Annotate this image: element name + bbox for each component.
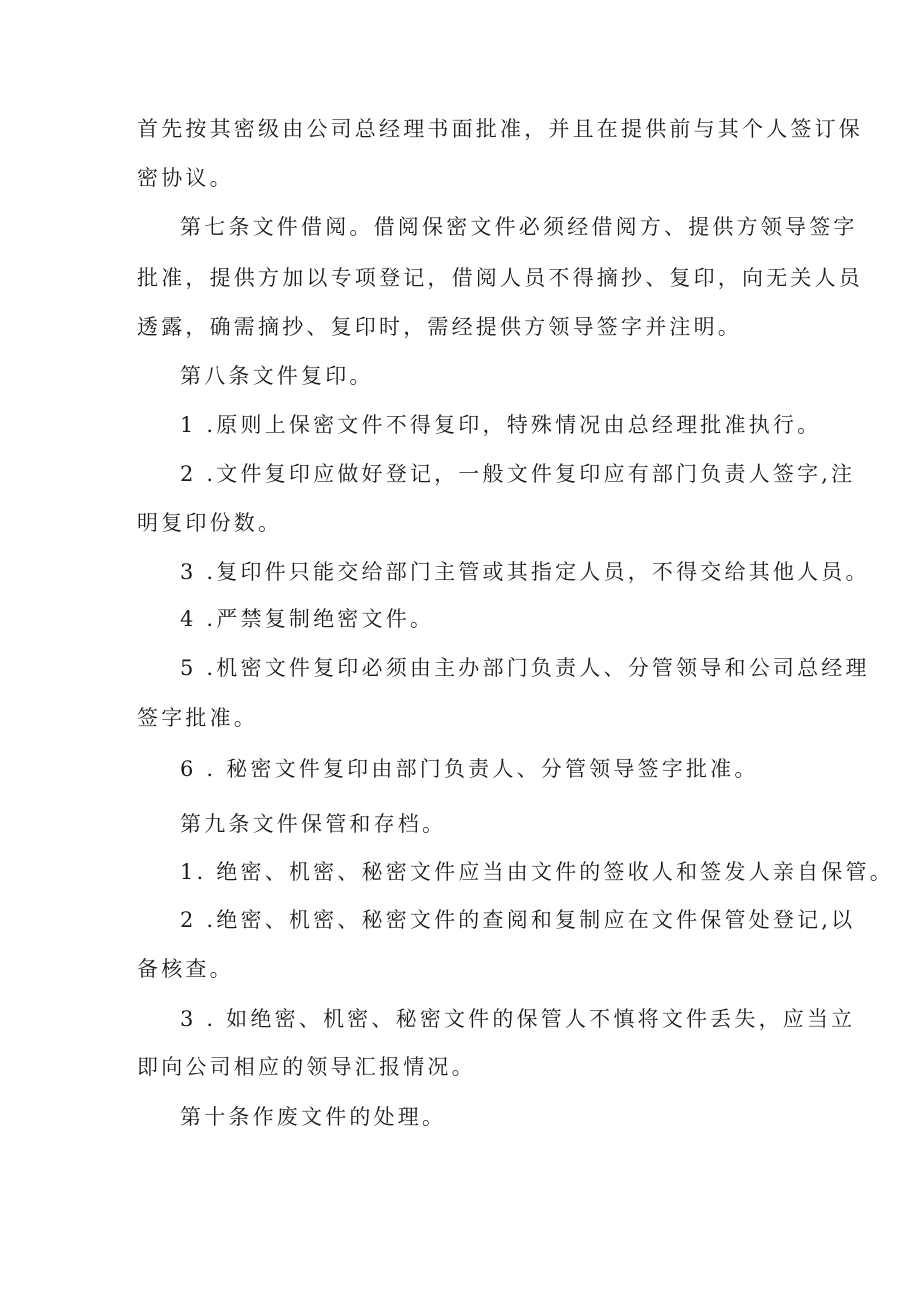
paragraph-line: 密协议。 xyxy=(137,166,234,190)
article-7-line: 第七条文件借阅。借阅保密文件必须经借阅方、提供方领导签字 xyxy=(180,215,858,239)
paragraph-line: 备核查。 xyxy=(137,957,234,981)
list-item: 5 .机密文件复印必须由主办部门负责人、分管领导和公司总经理 xyxy=(180,656,870,680)
paragraph-line: 首先按其密级由公司总经理书面批准，并且在提供前与其个人签订保 xyxy=(137,117,863,141)
list-item: 2 .绝密、机密、秘密文件的查阅和复制应在文件保管处登记,以 xyxy=(180,908,856,932)
list-item: 2 .文件复印应做好登记，一般文件复印应有部门负责人签字,注 xyxy=(180,462,856,486)
list-item: 1 .原则上保密文件不得复印，特殊情况由总经理批准执行。 xyxy=(180,413,822,437)
paragraph-line: 即向公司相应的领导汇报情况。 xyxy=(137,1055,476,1079)
paragraph-line: 批准，提供方加以专项登记，借阅人员不得摘抄、复印，向无关人员 xyxy=(137,266,863,290)
article-8-heading: 第八条文件复印。 xyxy=(180,364,374,388)
paragraph-line: 签字批准。 xyxy=(137,706,258,730)
article-10-heading: 第十条作废文件的处理。 xyxy=(180,1105,447,1129)
paragraph-line: 明复印份数。 xyxy=(137,511,283,535)
list-item: 6 . 秘密文件复印由部门负责人、分管领导签字批准。 xyxy=(180,757,759,781)
list-item: 1. 绝密、机密、秘密文件应当由文件的签收人和签发人亲自保管。 xyxy=(180,860,894,884)
article-9-heading: 第九条文件保管和存档。 xyxy=(180,812,447,836)
list-item: 3 . 如绝密、机密、秘密文件的保管人不慎将文件丢失，应当立 xyxy=(180,1007,856,1031)
paragraph-line: 透露，确需摘抄、复印时，需经提供方领导签字并注明。 xyxy=(137,315,742,339)
list-item: 4 .严禁复制绝密文件。 xyxy=(180,607,435,631)
list-item: 3 .复印件只能交给部门主管或其指定人员，不得交给其他人员。 xyxy=(180,560,870,584)
